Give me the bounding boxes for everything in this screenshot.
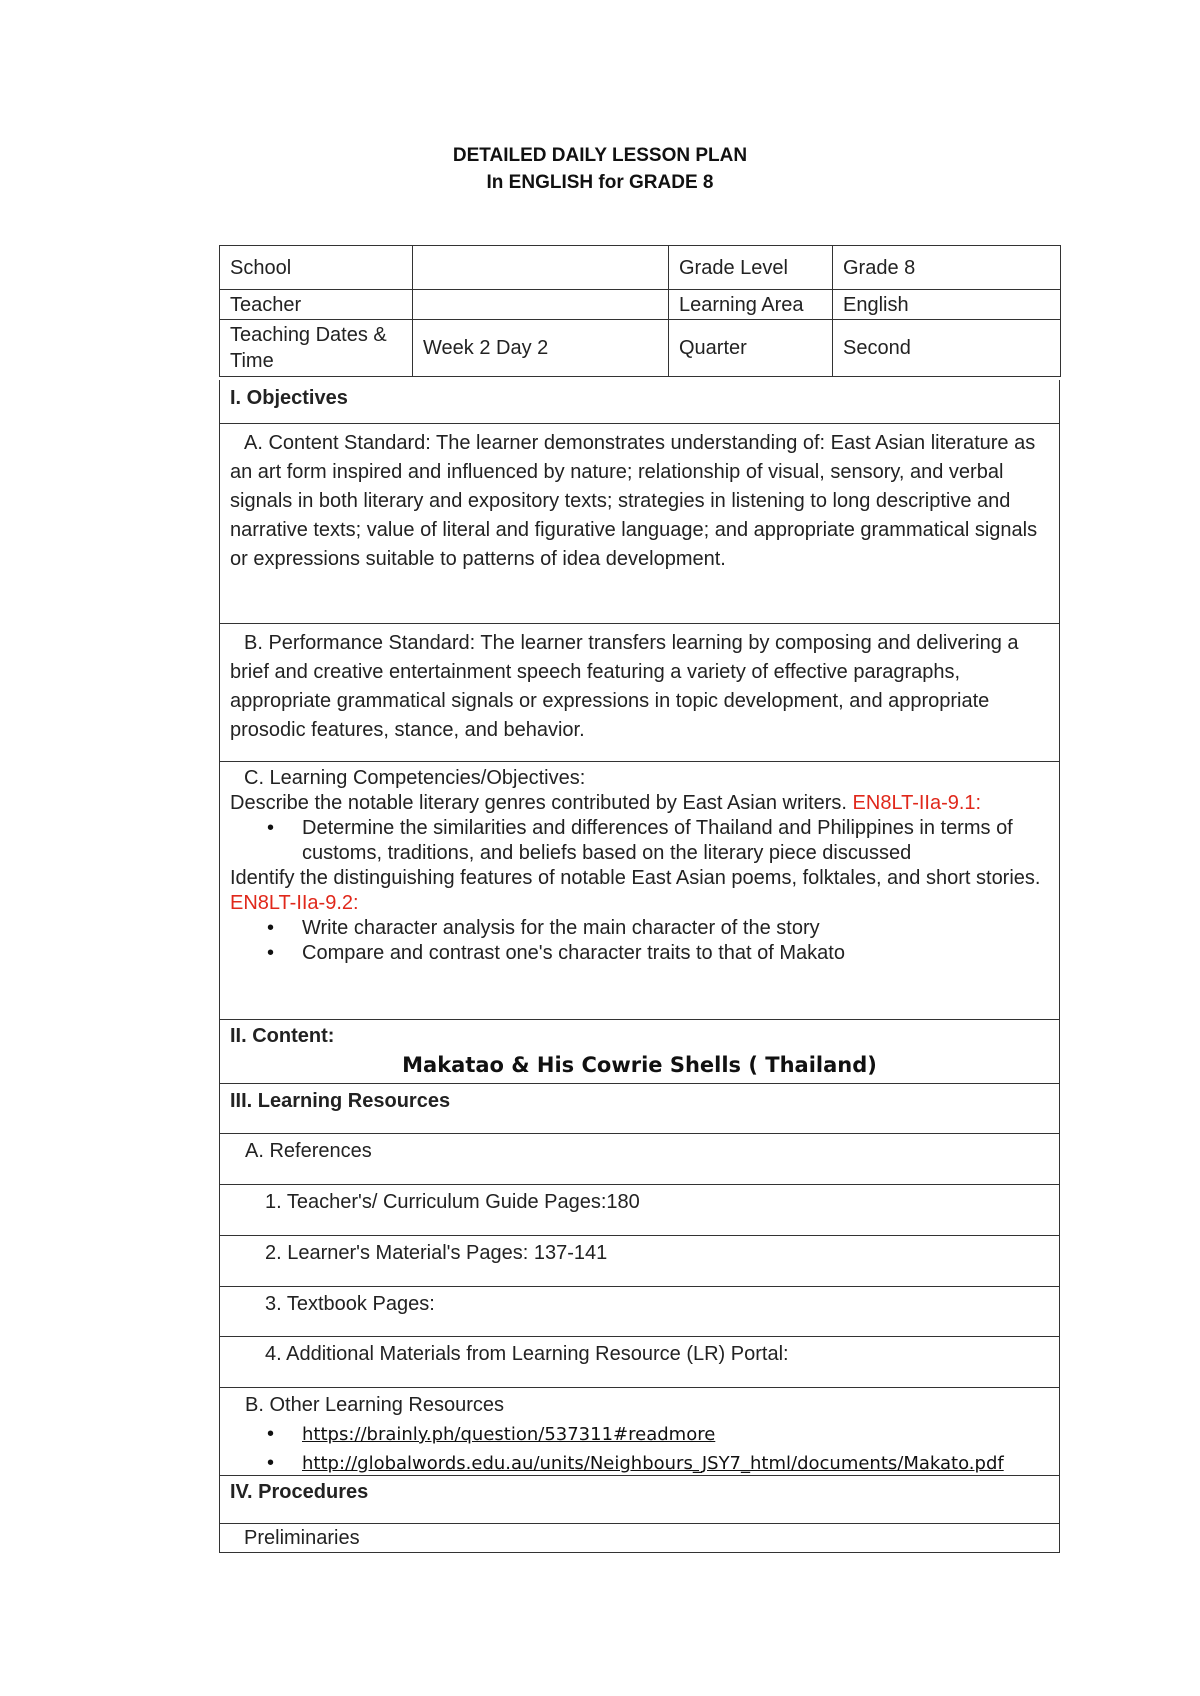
teacher-value: [413, 290, 669, 320]
teacher-label: Teacher: [220, 290, 413, 320]
document-subtitle: In ENGLISH for GRADE 8: [486, 172, 714, 193]
list-item: • Compare and contrast one's character traits to that of Makato: [302, 941, 1049, 966]
content-standard: [219, 424, 1060, 624]
document-title: DETAILED DAILY LESSON PLAN: [452, 145, 748, 166]
quarter-value: Second: [833, 320, 1061, 377]
content-standard-text: A. Content Standard: The learner demonstrates understanding of: East Asian literature as an art form inspired and influenced by nature; relationship of visual, sensory, and verbal signals in both literary and expository texts; strategies in listening to long descriptive and narrative texts; value of literal and figurative language; and appropriate grammatical signals or expressions suitable to patterns of idea development.: [230, 432, 1038, 570]
performance-standard-text: B. Performance Standard: The learner transfers learning by composing and delivering a brief and creative entertainment speech featuring a variety of effective paragraphs, appropriate grammatical signals or expressions in topic development, and appropriate prosodic features, stance, and behavior.: [230, 632, 1019, 741]
content-section: [219, 1020, 1060, 1084]
competencies-heading: C. Learning Competencies/Objectives:: [244, 767, 586, 789]
school-label: School: [220, 246, 413, 290]
list-item: • Determine the similarities and differences of Thailand and Philippines in terms of customs, traditions, and beliefs based on the literary piece discussed: [302, 816, 1049, 866]
competency-1-text: Describe the notable literary genres contributed by East Asian writers.: [230, 792, 853, 814]
competency-2: [230, 866, 1049, 916]
learning-area-value: English: [833, 290, 1061, 320]
procedures-heading: IV. Procedures: [219, 1476, 1060, 1524]
grade-level-label: Grade Level: [669, 246, 833, 290]
resource-link[interactable]: http://globalwords.edu.au/units/Neighbours_JSY7_html/documents/Makato.pdf: [302, 1453, 1004, 1474]
competency-1: [230, 791, 1049, 816]
teaching-dates-value: Week 2 Day 2: [413, 320, 669, 377]
grade-level-value: Grade 8: [833, 246, 1061, 290]
learning-resources-heading: III. Learning Resources: [219, 1084, 1060, 1134]
content-title: Makatao & His Cowrie Shells ( Thailand): [402, 1053, 877, 1077]
content-heading: II. Content:: [230, 1025, 335, 1047]
learners-material-pages: 2. Learner's Material's Pages: 137-141: [219, 1236, 1060, 1287]
competency-2-text: Identify the distinguishing features of notable East Asian poems, folktales, and short stories.: [230, 867, 1041, 889]
teaching-dates-label: Teaching Dates & Time: [220, 320, 413, 377]
additional-materials: 4. Additional Materials from Learning Resource (LR) Portal:: [219, 1337, 1060, 1388]
preliminaries: Preliminaries: [219, 1524, 1060, 1553]
performance-standard: [219, 624, 1060, 762]
list-item: • Write character analysis for the main character of the story: [302, 916, 1049, 941]
other-resources: [219, 1388, 1060, 1476]
teachers-guide-pages: 1. Teacher's/ Curriculum Guide Pages:180: [219, 1185, 1060, 1236]
resource-link[interactable]: https://brainly.ph/question/537311#readmore: [302, 1424, 716, 1445]
competency-2-bullets: [230, 916, 1049, 966]
competency-1-code: EN8LT-IIa-9.1:: [852, 792, 982, 814]
references: A. References: [219, 1134, 1060, 1185]
competency-2-code: EN8LT-IIa-9.2:: [230, 892, 359, 914]
objectives-heading: I. Objectives: [219, 380, 1060, 424]
other-resources-label: B. Other Learning Resources: [245, 1394, 505, 1416]
learning-area-label: Learning Area: [669, 290, 833, 320]
learning-competencies: [219, 762, 1060, 1020]
quarter-label: Quarter: [669, 320, 833, 377]
lesson-info-table: [219, 245, 1061, 377]
textbook-pages: 3. Textbook Pages:: [219, 1287, 1060, 1337]
school-value: [413, 246, 669, 290]
resource-links: [230, 1420, 1049, 1478]
competency-1-bullets: [230, 816, 1049, 866]
lesson-plan-body: [219, 380, 1060, 1553]
